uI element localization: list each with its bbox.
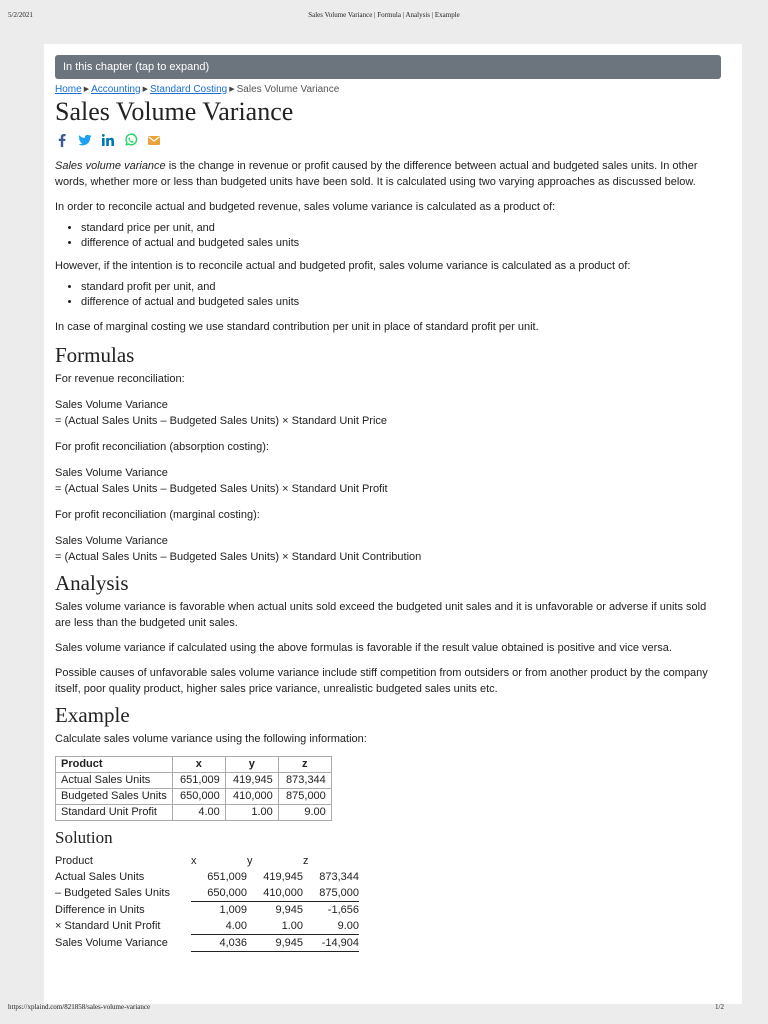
table-header-row xyxy=(55,853,359,869)
formula-name: Sales Volume Variance xyxy=(55,399,168,411)
linkedin-icon[interactable] xyxy=(101,133,115,147)
column-header: x xyxy=(172,757,225,773)
intro-paragraph xyxy=(55,158,715,190)
formula-name: Sales Volume Variance xyxy=(55,467,168,479)
share-bar xyxy=(55,130,715,150)
print-page-number: 1/2 xyxy=(715,1003,724,1011)
formula-label: For profit reconciliation (absorption costing): xyxy=(55,441,269,453)
formula-label: For profit reconciliation (marginal costing): xyxy=(55,509,260,521)
table-cell: 1.00 xyxy=(247,918,303,935)
chapter-toggle[interactable]: In this chapter (tap to expand) xyxy=(55,55,721,79)
table-cell: 650,000 xyxy=(172,789,225,805)
breadcrumb-current: Sales Volume Variance xyxy=(236,84,340,95)
table-row xyxy=(55,869,359,885)
table-header-row xyxy=(56,757,332,773)
page xyxy=(44,44,742,1004)
caret-right-icon: ▶ xyxy=(142,86,148,93)
table-cell: 651,009 xyxy=(207,871,247,883)
table-cell: 4.00 xyxy=(172,805,225,821)
table-cell: 873,344 xyxy=(278,773,331,789)
breadcrumb-home[interactable]: Home xyxy=(55,84,82,95)
table-cell: 419,945 xyxy=(225,773,278,789)
intro-text: is the change in revenue or profit caused by the difference between actual and budgeted sales units. In other words, whether more or less than budgeted units have been sold. It is calculated using two varying approaches as discussed below. xyxy=(55,160,698,188)
table-cell: Actual Sales Units xyxy=(55,871,145,883)
table-cell: 650,000 xyxy=(191,885,247,902)
column-header: y xyxy=(247,855,253,867)
print-date: 5/2/2021 xyxy=(8,11,33,19)
table-cell: 410,000 xyxy=(247,885,303,902)
page-title: Sales Volume Variance xyxy=(55,97,294,126)
table-cell: 1,009 xyxy=(219,904,247,916)
table-cell: 1.00 xyxy=(225,805,278,821)
formula-expression: = (Actual Sales Units – Budgeted Sales Units) × Standard Unit Price xyxy=(55,415,388,427)
column-header: z xyxy=(278,757,331,773)
breadcrumb-standard-costing[interactable]: Standard Costing xyxy=(149,84,228,95)
column-header: x xyxy=(191,855,197,867)
revenue-paragraph: In order to reconcile actual and budgeted revenue, sales volume variance is calculated as a product of: xyxy=(55,201,556,213)
table-cell: 410,000 xyxy=(225,789,278,805)
table-cell: × Standard Unit Profit xyxy=(55,920,161,933)
breadcrumb-accounting[interactable]: Accounting xyxy=(91,84,141,95)
table-cell: Standard Unit Profit xyxy=(56,805,173,821)
solution-table xyxy=(55,853,359,952)
whatsapp-icon[interactable] xyxy=(124,133,138,147)
revenue-list xyxy=(55,221,715,251)
table-cell: Sales Volume Variance xyxy=(55,937,168,949)
solution-heading: Solution xyxy=(55,828,113,847)
table-cell: – Budgeted Sales Units xyxy=(55,887,170,900)
formulas-heading: Formulas xyxy=(55,343,135,367)
caret-right-icon: ▶ xyxy=(83,86,90,93)
example-table xyxy=(55,756,332,821)
table-cell: 873,344 xyxy=(319,871,359,883)
table-cell: 9.00 xyxy=(278,805,331,821)
table-row xyxy=(55,885,359,902)
column-header: y xyxy=(225,757,278,773)
list-item: • difference of actual and budgeted sales units xyxy=(81,236,715,251)
table-cell: 9.00 xyxy=(303,918,359,935)
caret-right-icon: ▶ xyxy=(229,86,235,93)
table-cell: Budgeted Sales Units xyxy=(56,789,173,805)
profit-paragraph: However, if the intention is to reconcile actual and budgeted profit, sales volume variance is calculated as a product of: xyxy=(55,260,631,272)
table-row xyxy=(56,805,332,821)
twitter-icon[interactable] xyxy=(78,133,92,147)
formula-label: For revenue reconciliation: xyxy=(55,373,185,385)
table-cell: Actual Sales Units xyxy=(56,773,173,789)
facebook-icon[interactable] xyxy=(55,133,69,147)
table-cell: -14,904 xyxy=(303,935,359,952)
table-row xyxy=(56,789,332,805)
column-header: Product xyxy=(55,855,93,867)
example-intro: Calculate sales volume variance using the following information: xyxy=(55,733,367,745)
list-item: • standard profit per unit, and xyxy=(81,280,715,295)
marginal-paragraph: In case of marginal costing we use standard contribution per unit in place of standard profit per unit. xyxy=(55,321,539,333)
column-header: z xyxy=(303,855,309,867)
analysis-paragraph: Possible causes of unfavorable sales volume variance include stiff competition from outsiders or from another product by the company itself, poor quality product, higher sales price variance, unrealistic budgeted sales units etc. xyxy=(55,667,708,695)
table-cell: 419,945 xyxy=(263,871,303,883)
intro-term: Sales volume variance xyxy=(55,160,166,172)
table-cell: Difference in Units xyxy=(55,903,145,916)
table-cell: 875,000 xyxy=(278,789,331,805)
print-title: Sales Volume Variance | Formula | Analysis | Example xyxy=(308,11,460,19)
table-row xyxy=(55,902,359,919)
analysis-heading: Analysis xyxy=(55,571,129,595)
table-cell: 875,000 xyxy=(303,885,359,902)
table-row xyxy=(55,935,359,952)
list-item: • difference of actual and budgeted sales units xyxy=(81,295,715,310)
article xyxy=(55,83,715,952)
table-cell: 4.00 xyxy=(191,918,247,935)
example-heading: Example xyxy=(55,703,130,727)
email-icon[interactable] xyxy=(147,133,161,147)
table-cell: 4,036 xyxy=(191,935,247,952)
analysis-paragraph: Sales volume variance if calculated using the above formulas is favorable if the result value obtained is positive and vice versa. xyxy=(55,642,672,654)
table-cell: 9,945 xyxy=(247,935,303,952)
list-item: • standard price per unit, and xyxy=(81,221,715,236)
table-row xyxy=(56,773,332,789)
column-header: Product xyxy=(56,757,173,773)
table-cell: 9,945 xyxy=(275,904,303,916)
table-cell: 651,009 xyxy=(172,773,225,789)
profit-list xyxy=(55,280,715,310)
breadcrumb xyxy=(55,83,715,97)
formula-name: Sales Volume Variance xyxy=(55,535,168,547)
table-cell: -1,656 xyxy=(327,904,359,916)
print-url[interactable]: https://xplaind.com/821858/sales-volume-variance xyxy=(8,1003,151,1011)
table-row xyxy=(55,918,359,935)
analysis-paragraph: Sales volume variance is favorable when actual units sold exceed the budgeted unit sales and it is unfavorable or adverse if units sold are less than the budgeted unit sales. xyxy=(55,601,707,629)
formula-expression: = (Actual Sales Units – Budgeted Sales Units) × Standard Unit Contribution xyxy=(55,551,422,563)
formula-expression: = (Actual Sales Units – Budgeted Sales Units) × Standard Unit Profit xyxy=(55,483,388,495)
